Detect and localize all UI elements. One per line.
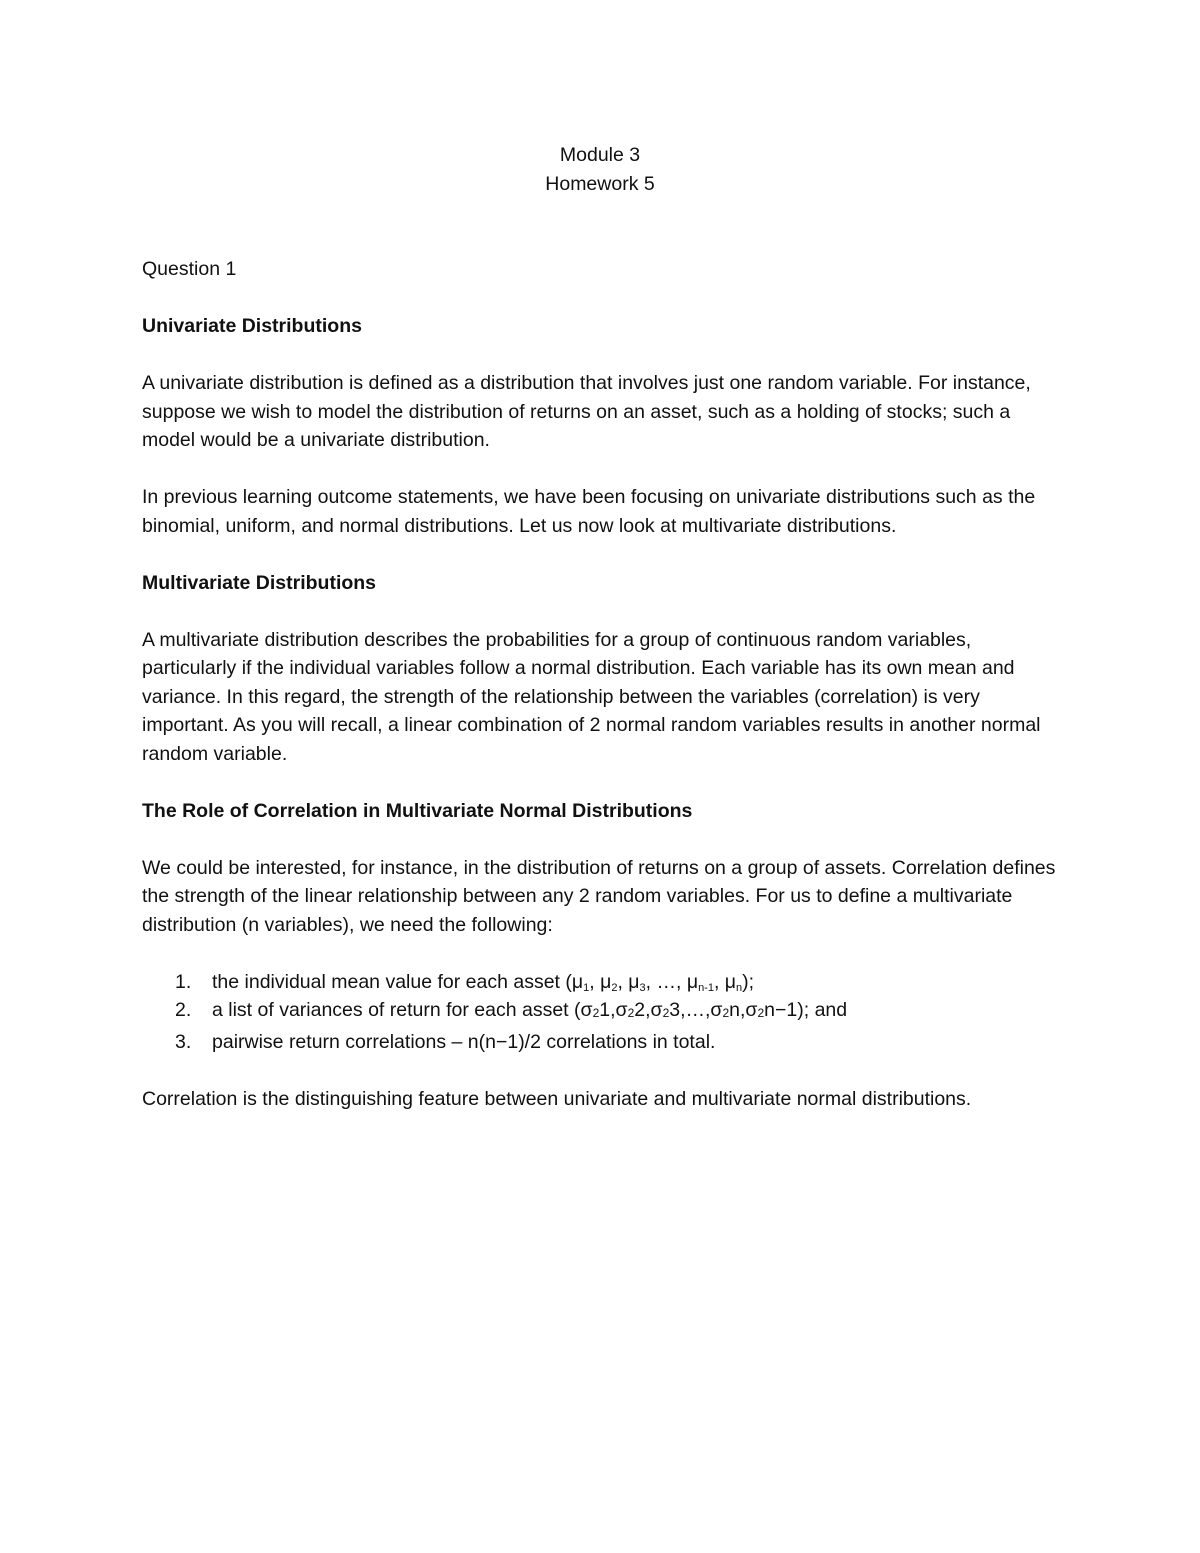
list-item bbox=[142, 1028, 1062, 1057]
list-number: 1. bbox=[175, 970, 192, 993]
univariate-heading: Univariate Distributions bbox=[142, 315, 362, 337]
list-item bbox=[142, 996, 1062, 1028]
title-block bbox=[142, 141, 1062, 198]
correlation-paragraph-1: We could be interested, for instance, in the distribution of returns on a group of assets. Correlation defines the strength of the linear relationship between any 2 random variables. For us to define a multivariate distribution (n variables), we need the following: bbox=[142, 856, 1056, 936]
multivariate-paragraph-1: A multivariate distribution describes the probabilities for a group of continuous random variables, particularly if the individual variables follow a normal distribution. Each variable has its own mean and variance. In this regard, the strength of the relationship between the variables (correlation) is very important. As you will recall, a linear combination of 2 normal random variables results in another normal random variable. bbox=[142, 628, 1041, 765]
list-item-text: the individual mean value for each asset ($\mu_1$, $\mu_2$, $\mu_3$, …, $\mu_{n-1}$, $\mu_n$); bbox=[212, 970, 755, 994]
multivariate-heading: Multivariate Distributions bbox=[142, 571, 377, 594]
module-title: Module 3 bbox=[559, 144, 641, 166]
list-item-text: a list of variances of return for each asset (σ21,σ22,σ23,…,σ2n,σ2n−1); and bbox=[212, 999, 848, 1021]
list-number: 2. bbox=[175, 999, 192, 1021]
requirements-list bbox=[142, 968, 1062, 1057]
document-page bbox=[142, 141, 1062, 1142]
list-number: 3. bbox=[175, 1030, 192, 1053]
univariate-paragraph-2: In previous learning outcome statements, we have been focusing on univariate distributions such as the binomial, uniform, and normal distributions. Let us now look at multivariate distributions. bbox=[142, 486, 1036, 537]
list-item bbox=[142, 968, 1062, 997]
homework-title: Homework 5 bbox=[545, 172, 655, 195]
correlation-heading: The Role of Correlation in Multivariate Normal Distributions bbox=[142, 799, 693, 822]
univariate-paragraph-1: A univariate distribution is defined as a distribution that involves just one random variable. For instance, suppose we wish to model the distribution of returns on an asset, such as a holding of stocks; such a model would be a univariate distribution. bbox=[142, 372, 1031, 451]
list-item-text: pairwise return correlations – n(n−1)/2 correlations in total. bbox=[212, 1030, 716, 1053]
closing-paragraph: Correlation is the distinguishing feature between univariate and multivariate normal distributions. bbox=[142, 1087, 972, 1110]
question-label: Question 1 bbox=[142, 258, 237, 280]
